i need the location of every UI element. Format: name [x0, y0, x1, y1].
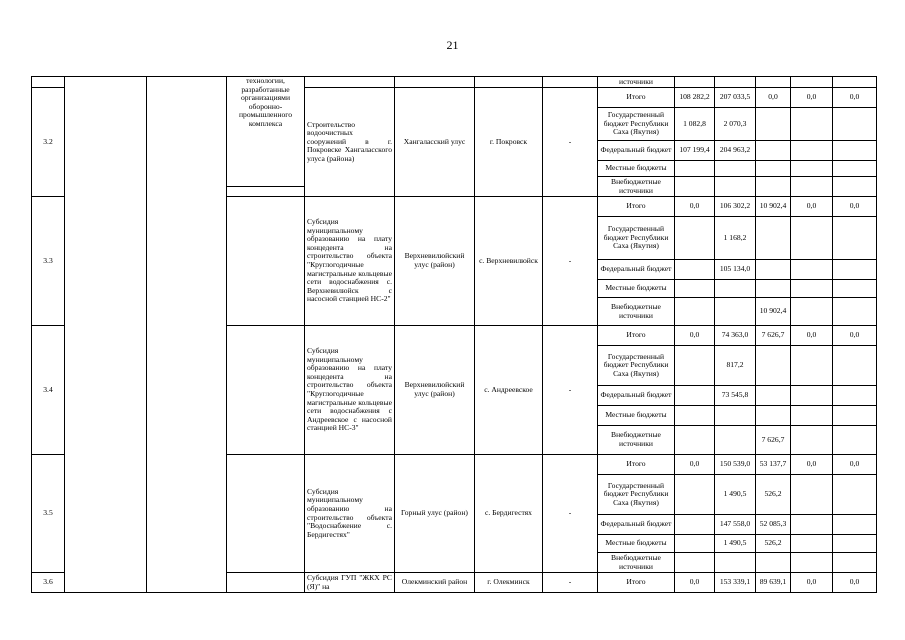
cell — [715, 77, 756, 88]
value-cell: 0,0 — [833, 88, 877, 108]
carry-description: технологии, разработанные организациями оборонно-промышленного комплекса — [227, 77, 305, 187]
cell — [833, 386, 877, 406]
source-label: Внебюджетные источники — [598, 426, 675, 455]
cell — [791, 141, 833, 161]
value-cell: 526,2 — [756, 475, 791, 515]
value-cell: 7 626,7 — [756, 326, 791, 346]
value-cell: 1 490,5 — [715, 535, 756, 553]
carry-over-row — [32, 77, 877, 88]
item-name: Субсидия муниципальному образованию на плату концедента на строительство объекта "Круглогодичные магистральные кольцевые сети водоснабжения с. Верхневилюйск с насосной станцией НС-2" — [305, 197, 395, 326]
cell — [791, 406, 833, 426]
settlement: с. Верхневилюйск — [475, 197, 543, 326]
value-cell: 150 539,0 — [715, 455, 756, 475]
cell — [833, 346, 877, 386]
cell — [756, 386, 791, 406]
cell — [756, 177, 791, 197]
item-name: Субсидия муниципальному образованию на строительство объекта "Водоснабжение с. Бердигестях" — [305, 455, 395, 573]
source-label: Местные бюджеты — [598, 161, 675, 177]
cell — [791, 108, 833, 141]
district: Горный улус (район) — [395, 455, 475, 573]
value-cell: 53 137,7 — [756, 455, 791, 475]
cell — [675, 475, 715, 515]
cell — [833, 108, 877, 141]
value-cell: 0,0 — [675, 326, 715, 346]
value-cell: 89 639,1 — [756, 573, 791, 593]
cell — [395, 77, 475, 88]
cell — [791, 426, 833, 455]
value-cell: 207 033,5 — [715, 88, 756, 108]
cell — [791, 346, 833, 386]
cell — [791, 298, 833, 326]
cell — [65, 77, 147, 593]
dash: - — [543, 197, 598, 326]
cell — [675, 426, 715, 455]
value-cell: 0,0 — [833, 573, 877, 593]
value-cell: 107 199,4 — [675, 141, 715, 161]
cell — [833, 515, 877, 535]
dash: - — [543, 88, 598, 197]
cell — [833, 177, 877, 197]
cell — [791, 553, 833, 573]
value-cell: 10 902,4 — [756, 197, 791, 217]
cell — [791, 386, 833, 406]
item-name: Субсидия муниципальному образованию на плату концедента на строительство объекта "Круглогодичные магистральные кольцевые сети водоснабжения с Андреевское с насосной станцией НС-3" — [305, 326, 395, 455]
cell — [715, 426, 756, 455]
cell — [675, 515, 715, 535]
source-label: Итого — [598, 197, 675, 217]
cell — [227, 573, 305, 593]
cell — [715, 298, 756, 326]
value-cell: 526,2 — [756, 535, 791, 553]
district: Олекминский район — [395, 573, 475, 593]
cell — [756, 260, 791, 280]
value-cell: 0,0 — [791, 573, 833, 593]
cell — [791, 475, 833, 515]
row-number: 3.5 — [32, 455, 65, 573]
source-label: Федеральный бюджет — [598, 515, 675, 535]
value-cell: 74 363,0 — [715, 326, 756, 346]
source-label: Федеральный бюджет — [598, 386, 675, 406]
cell — [675, 177, 715, 197]
value-cell: 1 490,5 — [715, 475, 756, 515]
cell — [791, 217, 833, 260]
value-cell: 106 302,2 — [715, 197, 756, 217]
cell — [715, 406, 756, 426]
source-label: Внебюджетные источники — [598, 298, 675, 326]
value-cell: 2 070,3 — [715, 108, 756, 141]
cell — [833, 141, 877, 161]
cell — [675, 161, 715, 177]
cell — [227, 455, 305, 573]
budget-table — [31, 76, 877, 593]
value-cell: 0,0 — [675, 573, 715, 593]
cell — [715, 177, 756, 197]
source-label: Государственный бюджет Республики Саха (Якутия) — [598, 217, 675, 260]
cell — [833, 260, 877, 280]
cell — [756, 77, 791, 88]
settlement: с. Андреевское — [475, 326, 543, 455]
value-cell: 0,0 — [833, 197, 877, 217]
source-label: Внебюджетные источники — [598, 177, 675, 197]
cell — [675, 535, 715, 553]
settlement: г. Олекминск — [475, 573, 543, 593]
value-cell: 105 134,0 — [715, 260, 756, 280]
cell — [833, 406, 877, 426]
cell — [675, 406, 715, 426]
source-label: Внебюджетные источники — [598, 553, 675, 573]
cell — [675, 346, 715, 386]
source-label: Итого — [598, 88, 675, 108]
cell — [227, 187, 305, 197]
district: Верхневилюйский улус (район) — [395, 197, 475, 326]
district: Верхневилюйский улус (район) — [395, 326, 475, 455]
cell — [833, 535, 877, 553]
cell — [833, 553, 877, 573]
cell — [305, 77, 395, 88]
cell — [833, 161, 877, 177]
value-cell: 10 902,4 — [756, 298, 791, 326]
settlement: с. Бердигестях — [475, 455, 543, 573]
dash: - — [543, 573, 598, 593]
district: Хангаласский улус — [395, 88, 475, 197]
row-number: 3.2 — [32, 88, 65, 197]
row-number: 3.3 — [32, 197, 65, 326]
item-name: Строительство водоочистных сооружений в г. Покровске Хангаласского улуса (района) — [305, 88, 395, 197]
value-cell: 0,0 — [675, 197, 715, 217]
value-cell: 0,0 — [756, 88, 791, 108]
dash: - — [543, 326, 598, 455]
cell — [833, 77, 877, 88]
row-number: 3.6 — [32, 573, 65, 593]
source-label: Государственный бюджет Республики Саха (Якутия) — [598, 475, 675, 515]
dash: - — [543, 455, 598, 573]
cell — [791, 177, 833, 197]
value-cell: 0,0 — [675, 455, 715, 475]
cell — [833, 298, 877, 326]
value-cell: 0,0 — [833, 455, 877, 475]
cell — [227, 197, 305, 326]
cell — [675, 217, 715, 260]
cell — [833, 217, 877, 260]
cell — [32, 77, 65, 88]
value-cell: 1 168,2 — [715, 217, 756, 260]
cell — [791, 535, 833, 553]
cell — [791, 260, 833, 280]
value-cell: 0,0 — [791, 455, 833, 475]
source-label: Местные бюджеты — [598, 406, 675, 426]
row-number: 3.4 — [32, 326, 65, 455]
cell — [675, 386, 715, 406]
cell — [675, 280, 715, 298]
cell — [791, 280, 833, 298]
source-label: Итого — [598, 455, 675, 475]
item-name: Субсидия ГУП "ЖКХ РС (Я)" на — [305, 573, 395, 593]
cell — [756, 161, 791, 177]
value-cell: 52 085,3 — [756, 515, 791, 535]
settlement: г. Покровск — [475, 88, 543, 197]
value-cell: 817,2 — [715, 346, 756, 386]
value-cell: 0,0 — [833, 326, 877, 346]
cell — [675, 260, 715, 280]
value-cell: 1 082,8 — [675, 108, 715, 141]
value-cell: 108 282,2 — [675, 88, 715, 108]
source-label: Местные бюджеты — [598, 280, 675, 298]
cell — [833, 426, 877, 455]
cell — [147, 77, 227, 593]
source-label: Местные бюджеты — [598, 535, 675, 553]
value-cell: 0,0 — [791, 197, 833, 217]
cell — [756, 108, 791, 141]
cell — [791, 515, 833, 535]
source-label: Государственный бюджет Республики Саха (Якутия) — [598, 108, 675, 141]
source-label: Федеральный бюджет — [598, 141, 675, 161]
value-cell: 147 558,0 — [715, 515, 756, 535]
page-number: 21 — [446, 38, 459, 52]
cell — [791, 77, 833, 88]
value-cell: 204 963,2 — [715, 141, 756, 161]
cell — [756, 217, 791, 260]
cell — [543, 77, 598, 88]
cell — [833, 280, 877, 298]
cell — [756, 406, 791, 426]
cell — [756, 553, 791, 573]
cell — [715, 280, 756, 298]
cell — [756, 346, 791, 386]
cell — [675, 77, 715, 88]
cell — [675, 553, 715, 573]
value-cell: 0,0 — [791, 88, 833, 108]
carry-source: источники — [598, 77, 675, 88]
cell — [227, 326, 305, 455]
source-label: Итого — [598, 573, 675, 593]
value-cell: 0,0 — [791, 326, 833, 346]
cell — [833, 475, 877, 515]
cell — [715, 553, 756, 573]
cell — [756, 280, 791, 298]
value-cell: 153 339,1 — [715, 573, 756, 593]
cell — [715, 161, 756, 177]
value-cell: 7 626,7 — [756, 426, 791, 455]
source-label: Итого — [598, 326, 675, 346]
cell — [675, 298, 715, 326]
cell — [791, 161, 833, 177]
value-cell: 73 545,8 — [715, 386, 756, 406]
cell — [756, 141, 791, 161]
source-label: Государственный бюджет Республики Саха (Якутия) — [598, 346, 675, 386]
cell — [475, 77, 543, 88]
source-label: Федеральный бюджет — [598, 260, 675, 280]
